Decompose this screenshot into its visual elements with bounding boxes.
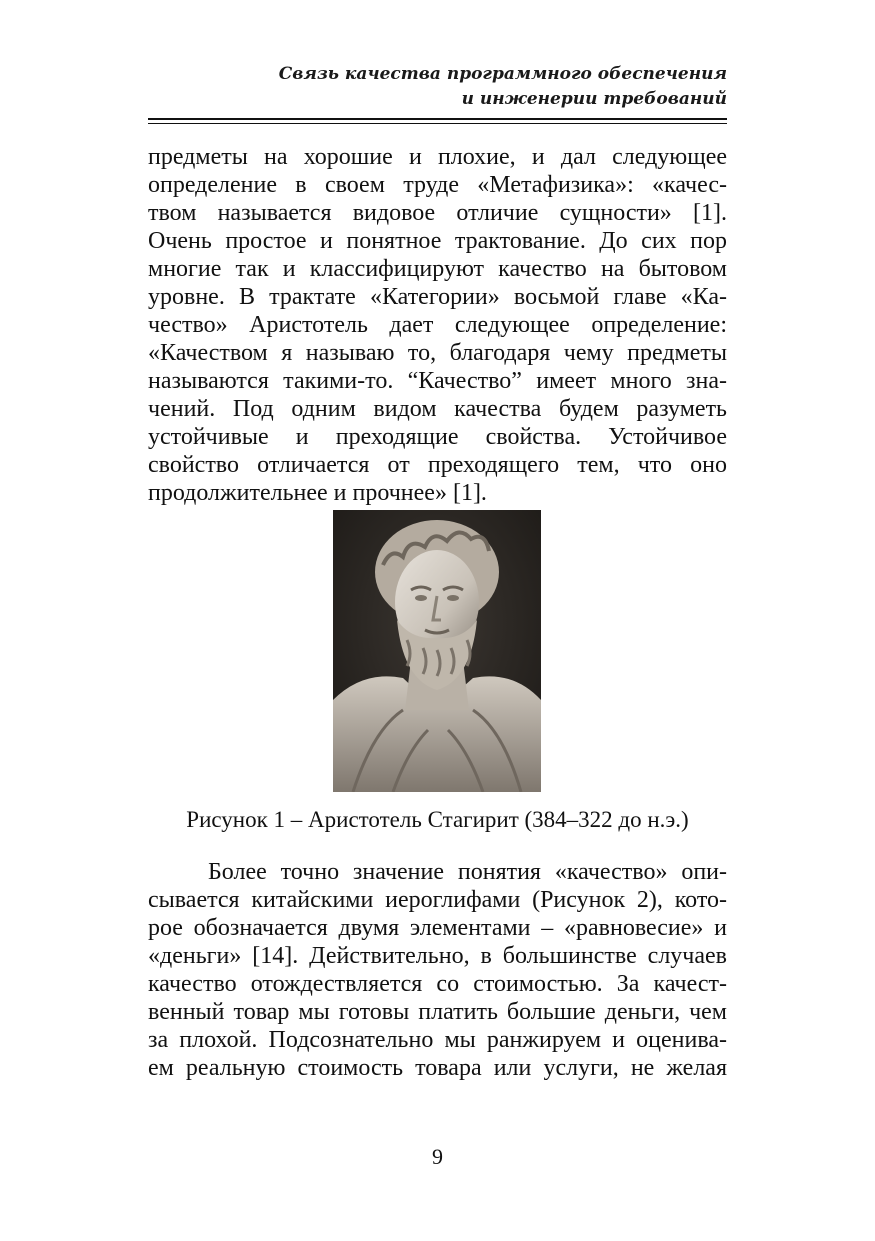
paragraph-1-line: чество» Аристотель дает следующее определение: <box>148 312 727 338</box>
paragraph-1-line: уровне. В трактате «Категории» восьмой главе «Ка- <box>148 284 727 310</box>
paragraph-1-line: называются такими-то. “Качество” имеет много зна- <box>148 368 727 394</box>
paragraph-2-line: венный товар мы готовы платить большие деньги, чем <box>148 999 727 1025</box>
page-number: 9 <box>432 1144 443 1169</box>
paragraph-2-line: «деньги» [14]. Действительно, в большинстве случаев <box>148 943 727 969</box>
figure-caption: Рисунок 1 – Аристотель Стагирит (384–322 до н.э.) <box>186 807 689 832</box>
running-header-line-1: Связь качества программного обеспечения <box>278 64 727 84</box>
running-header <box>127 62 727 112</box>
paragraph-1-line: «Качеством я называю то, благодаря чему предметы <box>148 340 727 366</box>
paragraph-1-line: Очень простое и понятное трактование. До сих пор <box>148 228 727 254</box>
paragraph-1-line: предметы на хорошие и плохие, и дал следующее <box>148 144 727 170</box>
paragraph-2-line: Более точно значение понятия «качество» опи- <box>208 859 727 885</box>
header-rule-thick <box>148 118 727 120</box>
aristotle-bust-photo <box>333 510 541 792</box>
paragraph-2-line: за плохой. Подсознательно мы ранжируем и оценива- <box>148 1027 727 1053</box>
paragraph-1-line: устойчивые и преходящие свойства. Устойчивое <box>148 424 727 450</box>
header-rule-thin <box>148 123 727 124</box>
paragraph-2-line: рое обозначается двумя элементами – «равновесие» и <box>148 915 727 941</box>
paragraph-1-line: чений. Под одним видом качества будем разуметь <box>148 396 727 422</box>
aristotle-bust-illustration <box>333 510 541 792</box>
paragraph-1-line: определение в своем труде «Метафизика»: «качес- <box>148 172 727 198</box>
paragraph-2-line: ем реальную стоимость товара или услуги, не желая <box>148 1055 727 1081</box>
paragraph-1-line: свойство отличается от преходящего тем, что оно <box>148 452 727 478</box>
paragraph-2-line: качество отождествляется со стоимостью. За качест- <box>148 971 727 997</box>
paragraph-1-line: многие так и классифицируют качество на бытовом <box>148 256 727 282</box>
paragraph-1-line: продолжительнее и прочнее» [1]. <box>148 480 487 506</box>
paragraph-2-line: сывается китайскими иероглифами (Рисунок 2), кото- <box>148 887 727 913</box>
paragraph-1-line: твом называется видовое отличие сущности» [1]. <box>148 200 727 226</box>
running-header-line-2: и инженерии требований <box>461 89 727 109</box>
